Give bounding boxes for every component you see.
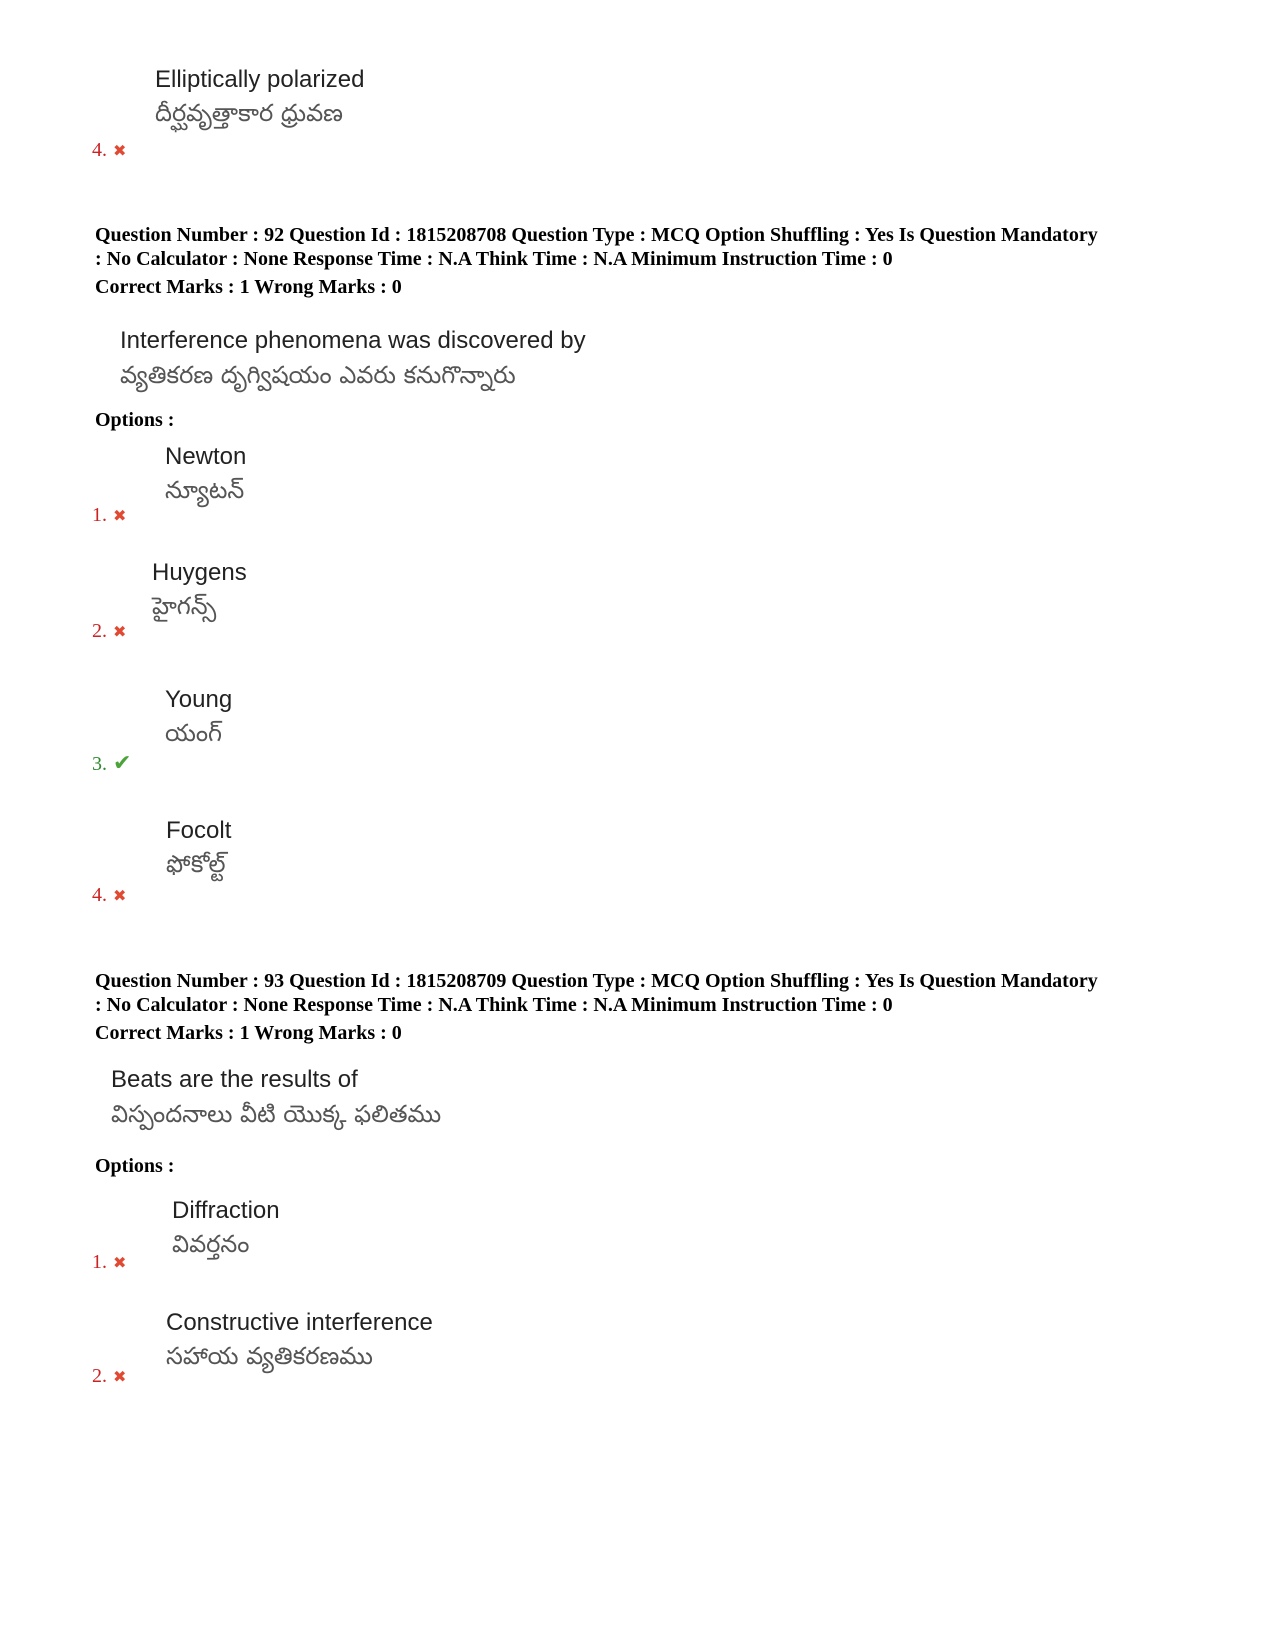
option-number: 4. <box>92 139 107 161</box>
options-label: Options : <box>95 1155 175 1177</box>
prev-option-4 <box>155 64 364 130</box>
prev-option-4-marker <box>92 138 126 163</box>
option-text-en: Huygens <box>152 559 247 586</box>
option-text-te: వివర్తనం <box>172 1230 250 1258</box>
question-stem-te: వ్యతికరణ దృగ్విషయం ఎవరు కనుగొన్నారు <box>120 361 516 389</box>
option-number: 2. <box>92 1365 107 1387</box>
option-text-en: Constructive interference <box>166 1309 433 1336</box>
question-stem-en: Beats are the results of <box>111 1066 358 1093</box>
option-2 <box>152 557 247 623</box>
question-stem-en: Interference phenomena was discovered by <box>120 327 586 354</box>
option-number: 1. <box>92 1251 107 1273</box>
option-text-te: న్యూటన్ <box>165 476 245 504</box>
option-3 <box>165 684 232 750</box>
option-text-te: దీర్ఘవృత్తాకార ధ్రువణ <box>155 99 343 127</box>
question-stem <box>111 1063 441 1131</box>
question-meta-line2: : No Calculator : None Response Time : N.A Think Time : N.A Minimum Instruction Time : 0 <box>95 994 893 1016</box>
cross-icon: ✖ <box>113 886 127 905</box>
cross-icon: ✖ <box>113 1253 127 1272</box>
question-marks: Correct Marks : 1 Wrong Marks : 0 <box>95 1022 402 1044</box>
check-icon: ✔ <box>113 751 132 776</box>
question-stem <box>120 324 586 392</box>
question-meta-line2: : No Calculator : None Response Time : N.A Think Time : N.A Minimum Instruction Time : 0 <box>95 248 893 270</box>
option-1-marker <box>92 1250 126 1275</box>
option-4-marker <box>92 883 126 908</box>
option-1 <box>165 441 246 507</box>
question-marks: Correct Marks : 1 Wrong Marks : 0 <box>95 276 402 298</box>
cross-icon: ✖ <box>113 141 127 160</box>
option-number: 1. <box>92 504 107 526</box>
question-meta-line1: Question Number : 93 Question Id : 1815208709 Question Type : MCQ Option Shuffling : Yes Is Question Mandatory <box>95 970 1098 992</box>
cross-icon: ✖ <box>113 1367 127 1386</box>
option-number: 3. <box>92 753 107 775</box>
option-2-marker <box>92 619 126 644</box>
option-1 <box>172 1195 280 1261</box>
question-meta-line1: Question Number : 92 Question Id : 1815208708 Question Type : MCQ Option Shuffling : Yes Is Question Mandatory <box>95 224 1098 246</box>
cross-icon: ✖ <box>113 506 127 525</box>
option-text-te: యంగ్ <box>165 719 223 747</box>
option-text-te: హైగన్స్ <box>152 592 217 620</box>
question-meta <box>95 223 1195 271</box>
option-2 <box>166 1307 433 1373</box>
option-text-en: Elliptically polarized <box>155 66 365 93</box>
option-number: 4. <box>92 884 107 906</box>
option-1-marker <box>92 503 126 528</box>
option-3-marker <box>92 752 131 776</box>
option-2-marker <box>92 1364 126 1389</box>
option-4 <box>166 815 231 881</box>
option-text-te: సహాయ వ్యతికరణము <box>166 1342 373 1370</box>
option-text-en: Young <box>165 686 233 713</box>
question-stem-te: విస్పందనాలు వీటి యొక్క ఫలితము <box>111 1100 442 1128</box>
cross-icon: ✖ <box>113 622 127 641</box>
option-text-en: Diffraction <box>172 1197 280 1224</box>
question-meta <box>95 969 1195 1017</box>
option-text-en: Focolt <box>166 817 232 844</box>
options-label: Options : <box>95 409 175 431</box>
option-text-te: ఫోకోల్ట్ <box>166 850 226 878</box>
option-text-en: Newton <box>165 443 247 470</box>
option-number: 2. <box>92 620 107 642</box>
